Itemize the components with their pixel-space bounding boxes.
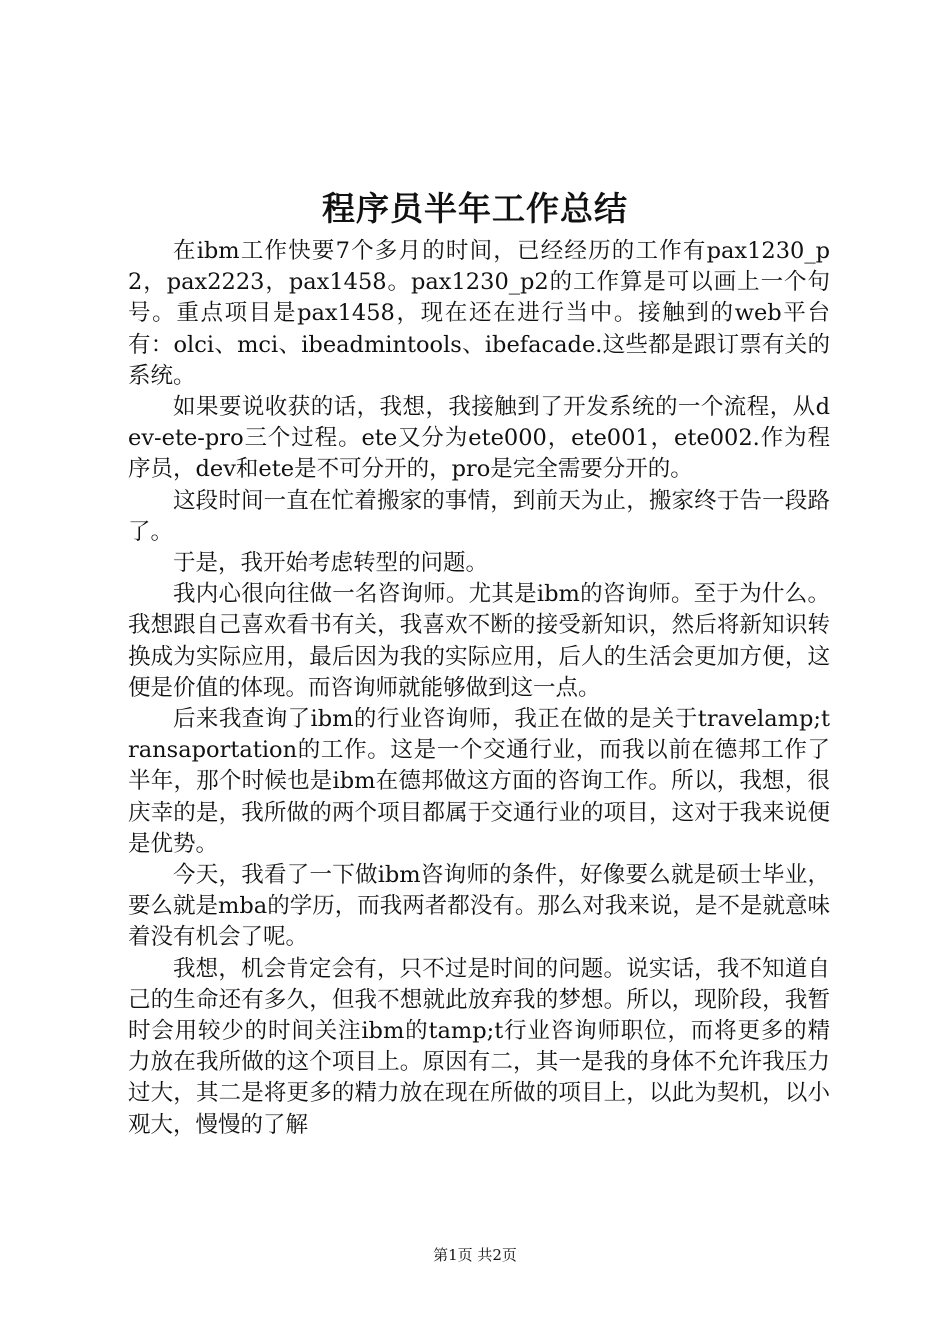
paragraph-6: 后来我查询了ibm的行业咨询师，我正在做的是关于travelamp;transaportation的工作。这是一个交通行业，而我以前在德邦工作了半年，那个时候也是ibm在德邦做这方面的咨询工作。所以，我想，很庆幸的是，我所做的两个项目都属于交通行业的项目，这对于我来说便是优势。 [128,706,830,857]
paragraph-1: 在ibm工作快要7个多月的时间，已经经历的工作有pax1230_p2，pax2223，pax1458。pax1230_p2的工作算是可以画上一个句号。重点项目是pax1458，现在还在进行当中。接触到的web平台有：olci、mci、ibeadmintools、ibefacade.这些都是跟订票有关的系统。 [128,238,830,389]
page-footer: 第1页 共2页 [433,1246,517,1264]
paragraph-3: 这段时间一直在忙着搬家的事情，到前天为止，搬家终于告一段路了。 [128,487,830,545]
paragraph-8: 我想，机会肯定会有，只不过是时间的问题。说实话，我不知道自己的生命还有多久，但我不想就此放弃我的梦想。所以，现阶段，我暂时会用较少的时间关注ibm的tamp;t行业咨询师职位，而将更多的精力放在我所做的这个项目上。原因有二，其一是我的身体不允许我压力过大，其二是将更多的精力放在现在所做的项目上，以此为契机，以小观大，慢慢的了解 [128,955,830,1138]
paragraph-4: 于是，我开始考虑转型的问题。 [173,550,489,577]
paragraph-5: 我内心很向往做一名咨询师。尤其是ibm的咨询师。至于为什么。我想跟自己喜欢看书有关，我喜欢不断的接受新知识，然后将新知识转换成为实际应用，最后因为我的实际应用，后人的生活会更加方便，这便是价值的体现。而咨询师就能够做到这一点。 [128,581,830,701]
paragraph-7: 今天，我看了一下做ibm咨询师的条件，好像要么就是硕士毕业，要么就是mba的学历，而我两者都没有。那么对我来说，是不是就意味着没有机会了呢。 [128,862,830,951]
paragraph-2: 如果要说收获的话，我想，我接触到了开发系统的一个流程，从dev-ete-pro三个过程。ete又分为ete000，ete001，ete002.作为程序员，dev和ete是不可分开的，pro是完全需要分开的。 [128,394,830,483]
document-title: 程序员半年工作总结 [322,189,628,228]
document-body [128,236,830,1141]
